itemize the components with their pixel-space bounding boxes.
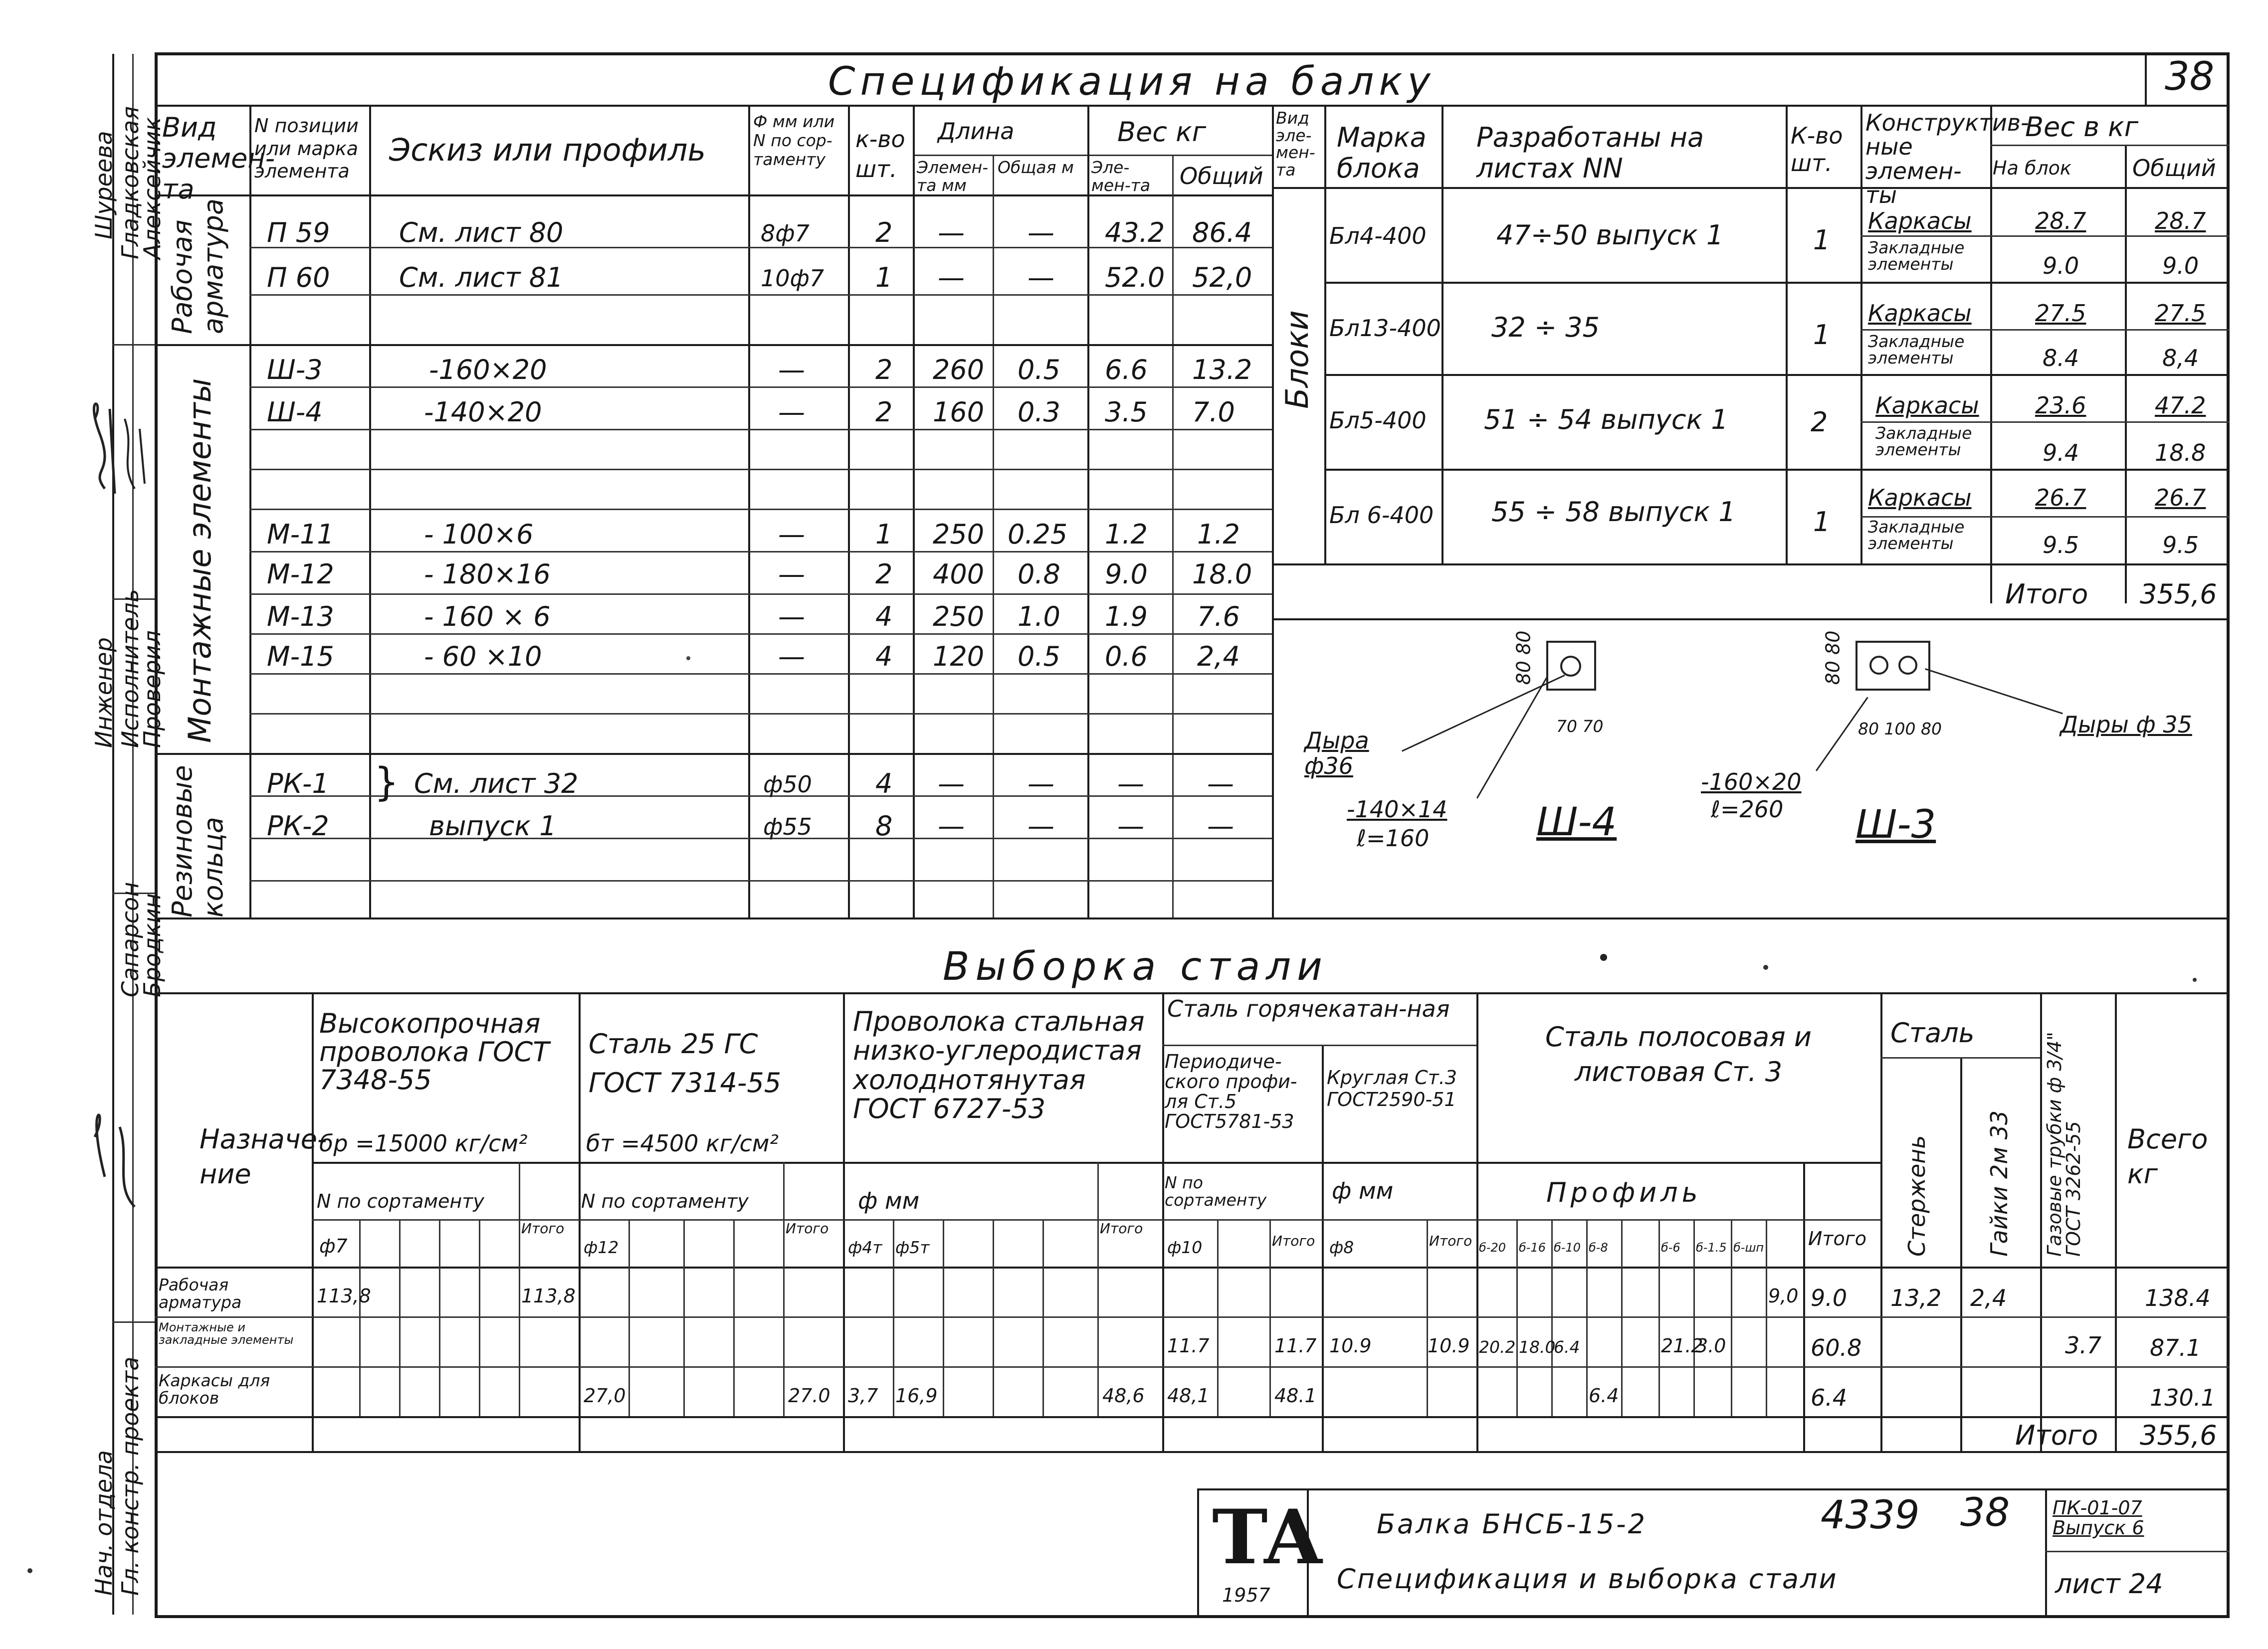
steel-title: Выборка стали <box>943 944 1328 989</box>
spec-qty: 8 <box>875 810 893 842</box>
steel-size: б-8 <box>1589 1241 1608 1255</box>
blocks-header-mark: Марка блока <box>1337 122 1427 184</box>
spec-sketch: См. лист 80 <box>399 217 564 248</box>
spec-dia: — <box>778 641 805 672</box>
spec-sketch: См. лист 81 <box>399 262 564 293</box>
steel-itogo-header: Итого <box>521 1220 565 1237</box>
spec-qty: 1 <box>875 262 893 293</box>
spec-dia: 10ф7 <box>761 265 825 292</box>
block-mark: Бл5-400 <box>1329 407 1427 434</box>
block-sheets: 47÷50 выпуск 1 <box>1496 219 1724 251</box>
steel-cell: 130.1 <box>2150 1384 2216 1411</box>
block-qty: 1 <box>1813 319 1831 351</box>
steel-cell: 6.4 <box>1589 1385 1619 1407</box>
spec-sketch: См. лист 32 <box>414 768 579 799</box>
steel-cell: 3.0 <box>1696 1335 1726 1357</box>
block-w-total: 9.5 <box>2162 532 2199 558</box>
spec-w-total: 13.2 <box>1192 354 1252 385</box>
sh3-label: Ш-3 <box>1856 802 1936 847</box>
steel-group-header: Сталь полосовая и листовая Ст. 3 <box>1545 1021 1812 1088</box>
blocks-header-w-block: На блок <box>1993 157 2071 179</box>
spec-w-total: 2,4 <box>1197 641 1240 672</box>
block-w-total: 9.0 <box>2162 252 2199 279</box>
block-w-block: 9.0 <box>2043 252 2079 279</box>
steel-row-label: Монтажные и закладные элементы <box>159 1320 294 1347</box>
block-w-block: 8.4 <box>2043 345 2079 371</box>
steel-cell: 2,4 <box>1970 1284 2007 1311</box>
steel-size: б-16 <box>1519 1241 1546 1255</box>
spec-w-el: 0.6 <box>1105 641 1148 672</box>
spec-header-sketch: Эскиз или профиль <box>389 132 706 168</box>
spec-len-total: 0.5 <box>1018 354 1060 385</box>
block-w-block: 28.7 <box>2035 207 2086 234</box>
steel-cell: 60.8 <box>1811 1334 1862 1361</box>
spec-len-el: 400 <box>933 558 985 590</box>
steel-cell: 10.9 <box>1428 1335 1470 1357</box>
spec-sketch: -160×20 <box>429 354 547 385</box>
block-element: Каркасы <box>1868 300 1972 327</box>
block-element: Закладные элементы <box>1875 423 1972 459</box>
block-element: Каркасы <box>1875 392 1979 419</box>
block-element: Закладные элементы <box>1868 517 1965 553</box>
steel-cell: 6.4 <box>1811 1384 1848 1411</box>
spec-len-el: 250 <box>933 601 985 632</box>
block-w-block: 23.6 <box>2035 392 2086 419</box>
blocks-total-label: Итого <box>2005 578 2088 610</box>
steel-size: ф10 <box>1167 1238 1203 1257</box>
block-w-total: 28.7 <box>2155 207 2206 234</box>
spec-w-el: 1.9 <box>1105 601 1148 632</box>
block-mark: Бл4-400 <box>1329 222 1427 249</box>
spec-len-el: — <box>938 262 965 293</box>
spec-header-type: Вид элемен-та <box>162 112 275 205</box>
block-mark: Бл 6-400 <box>1329 502 1434 529</box>
blocks-header-qty: К-во шт. <box>1791 122 1843 177</box>
block-qty: 2 <box>1811 406 1828 438</box>
spec-len-el: — <box>938 217 965 248</box>
steel-cell: 18.0 <box>1519 1337 1556 1357</box>
spec-dia: — <box>778 558 805 590</box>
spec-w-el: 1.2 <box>1105 519 1148 550</box>
spec-pos: Ш-3 <box>267 354 323 385</box>
block-element: Закладные элементы <box>1868 332 1965 367</box>
steel-rod-header: Стержень <box>1903 1135 1930 1257</box>
steel-cell: 3,7 <box>848 1385 878 1407</box>
steel-cell: 27,0 <box>584 1385 626 1407</box>
spec-len-el: 260 <box>933 354 985 385</box>
blocks-header-weight: Вес в кг <box>2025 111 2139 143</box>
spec-qty: 1 <box>875 519 893 550</box>
spec-len-total: 0.25 <box>1008 519 1068 550</box>
steel-total-label: Итого <box>2015 1420 2098 1451</box>
spec-dia: — <box>778 601 805 632</box>
steel-size: ф7 <box>319 1235 348 1257</box>
sh4-label: Ш-4 <box>1536 800 1617 845</box>
block-w-total: 26.7 <box>2155 484 2206 511</box>
spec-header-w-el: Эле-мен-та <box>1091 158 1151 195</box>
spec-dia: ф50 <box>763 771 812 798</box>
steel-cell: 113,8 <box>317 1285 371 1307</box>
steel-cell: 113,8 <box>521 1285 576 1307</box>
title-name-2: Спецификация и выборка стали <box>1337 1563 1838 1595</box>
steel-cell: 9,0 <box>1768 1285 1799 1307</box>
spec-len-el: 250 <box>933 519 985 550</box>
steel-size: ф5т <box>895 1238 930 1257</box>
block-w-total: 27.5 <box>2155 300 2206 327</box>
steel-cell: 11.7 <box>1167 1335 1210 1357</box>
steel-size: б-10 <box>1554 1241 1581 1255</box>
title-sheet: лист 24 <box>2055 1568 2163 1600</box>
spec-w-total: 52,0 <box>1192 262 1252 293</box>
steel-cell: 27.0 <box>788 1385 830 1407</box>
block-element: Каркасы <box>1868 484 1972 511</box>
spec-pos: М-12 <box>267 558 334 590</box>
stamp-name: Сапарсон <box>117 882 144 997</box>
stamp-role: Гл. констр. проекта <box>117 1356 144 1596</box>
title-name-1: Балка БНСБ-15-2 <box>1377 1508 1647 1540</box>
steel-row-label: Каркасы для блоков <box>159 1371 270 1408</box>
stamp-role: Инженер <box>90 637 117 748</box>
steel-cell: 20.2 <box>1479 1337 1516 1357</box>
steel-size: б-1.5 <box>1696 1241 1727 1255</box>
spec-qty: 2 <box>875 396 893 428</box>
steel-cell: 87.1 <box>2150 1334 2201 1361</box>
spec-dia: — <box>778 354 805 385</box>
block-qty: 1 <box>1813 506 1831 538</box>
steel-cell: 10.9 <box>1329 1335 1372 1357</box>
steel-cell: 21.2 <box>1661 1335 1703 1357</box>
steel-cell: 9.0 <box>1811 1284 1848 1311</box>
spec-header-weight: Вес кг <box>1117 116 1207 148</box>
spec-qty: 2 <box>875 354 893 385</box>
spec-qty: 4 <box>875 601 893 632</box>
spec-len-total: — <box>1028 768 1054 799</box>
steel-group-header: Сталь горячекатан-ная <box>1167 995 1450 1022</box>
sh4-dims-vertical: 80 80 <box>1512 630 1535 685</box>
spec-header-qty: к-во шт. <box>855 126 905 183</box>
block-sheets: 55 ÷ 58 выпуск 1 <box>1491 496 1736 528</box>
spec-w-el: 3.5 <box>1105 396 1148 428</box>
title-doc-no: 4339 <box>1821 1493 1920 1538</box>
spec-len-el: — <box>938 768 965 799</box>
spec-len-total: 0.8 <box>1018 558 1060 590</box>
spec-w-el: 6.6 <box>1105 354 1148 385</box>
spec-w-el: — <box>1117 810 1144 842</box>
steel-size: б-6 <box>1661 1241 1680 1255</box>
spec-w-total: 7.6 <box>1197 601 1240 632</box>
steel-purpose-header: Назначе-ние <box>200 1123 327 1190</box>
steel-group-header: Высокопрочная проволока ГОСТ 7348-55 <box>319 1008 550 1096</box>
sh4-dims-horizontal: 70 70 <box>1556 717 1604 736</box>
sh3-holes-label: Дыры ф 35 <box>2060 711 2192 738</box>
steel-group-header: Сталь 25 ГС ГОСТ 7314-55 <box>589 1028 782 1099</box>
spec-header-len-el: Элемен-та мм <box>917 158 989 195</box>
blocks-header-elements: Конструктив-ные элемен-ты <box>1865 109 2029 208</box>
spec-qty: 4 <box>875 641 893 672</box>
block-sheets: 32 ÷ 35 <box>1491 312 1600 343</box>
steel-by-assortment: N по сортаменту <box>317 1190 484 1212</box>
block-element: Каркасы <box>1868 207 1972 234</box>
spec-w-el: 9.0 <box>1105 558 1148 590</box>
spec-len-total: 0.3 <box>1018 396 1060 428</box>
spec-sketch: -140×20 <box>424 396 542 428</box>
title-year: 1957 <box>1222 1584 1270 1606</box>
steel-cell: 48.1 <box>1274 1385 1317 1407</box>
sh3-plate-length: ℓ=260 <box>1711 796 1784 823</box>
spec-pos: РК-1 <box>267 768 329 799</box>
spec-group-label: Резиновые кольца <box>167 765 229 917</box>
title-series: ПК-01-07 Выпуск 6 <box>2053 1497 2144 1539</box>
spec-header-dia: Ф мм или N по сор-таменту <box>753 112 835 169</box>
steel-size: б-шп <box>1733 1241 1764 1255</box>
stamp-name: Алексейчик <box>139 117 166 259</box>
sh3-dims-vertical: 80 80 <box>1822 630 1844 685</box>
brace-mark: } <box>374 760 399 805</box>
spec-group-label: Монтажные элементы <box>182 378 218 743</box>
steel-itogo-header: Итого <box>1429 1233 1472 1249</box>
spec-w-el: — <box>1117 768 1144 799</box>
spec-sketch: - 100×6 <box>424 519 534 550</box>
block-w-block: 27.5 <box>2035 300 2086 327</box>
spec-header-len-total: Общая м <box>998 158 1074 177</box>
title-doc-sheet: 38 <box>1960 1490 2010 1535</box>
spec-pos: М-11 <box>267 519 334 550</box>
block-w-total: 8,4 <box>2162 345 2199 371</box>
spec-pos: М-15 <box>267 641 334 672</box>
steel-cell: 13,2 <box>1890 1284 1942 1311</box>
steel-phi-mm: ф мм <box>1332 1177 1394 1204</box>
spec-title: Спецификация на балку <box>828 59 1436 104</box>
spec-len-el: 120 <box>933 641 985 672</box>
spec-dia: — <box>778 519 805 550</box>
steel-total-header: Всего кг <box>2127 1123 2208 1190</box>
blocks-total-value: 355,6 <box>2140 578 2217 610</box>
sh3-plate-label: -160×20 <box>1701 768 1802 795</box>
spec-len-el: 160 <box>933 396 985 428</box>
ta-logo: ТА <box>1212 1493 1319 1581</box>
sh4-plate-length: ℓ=160 <box>1357 825 1430 852</box>
spec-dia: 8ф7 <box>761 220 810 247</box>
steel-strength: бр =15000 кг/см² <box>319 1130 528 1157</box>
steel-itogo-header: Итого <box>1100 1220 1143 1237</box>
spec-dia: ф55 <box>763 813 812 840</box>
steel-size: ф8 <box>1329 1238 1354 1257</box>
steel-profile: Профиль <box>1546 1177 1702 1208</box>
block-qty: 1 <box>1813 224 1831 256</box>
spec-sketch: - 60 ×10 <box>424 641 542 672</box>
spec-len-el: — <box>938 810 965 842</box>
spec-pos: РК-2 <box>267 810 329 842</box>
spec-w-total: 86.4 <box>1192 217 1252 248</box>
steel-cell: 6.4 <box>1554 1337 1580 1357</box>
sh4-plate-label: -140×14 <box>1347 796 1447 823</box>
block-sheets: 51 ÷ 54 выпуск 1 <box>1484 404 1728 435</box>
spec-w-total: 18.0 <box>1192 558 1252 590</box>
block-w-block: 9.5 <box>2043 532 2079 558</box>
spec-pos: П 59 <box>267 217 330 248</box>
spec-dia: — <box>778 396 805 428</box>
spec-group-label: Рабочая арматура <box>167 198 229 334</box>
spec-pos: Ш-4 <box>267 396 323 428</box>
block-w-total: 47.2 <box>2155 392 2206 419</box>
stamp-name: Проверил <box>139 630 166 748</box>
steel-itogo-header: Итого <box>1808 1228 1867 1250</box>
spec-w-total: — <box>1207 768 1234 799</box>
stamp-role: Нач. отдела <box>90 1450 117 1596</box>
spec-len-total: — <box>1028 262 1054 293</box>
spec-qty: 2 <box>875 558 893 590</box>
sh4-hole-label: Дыра ф36 <box>1304 727 1369 779</box>
steel-size: ф12 <box>584 1238 619 1257</box>
steel-itogo-header: Итого <box>1272 1233 1315 1249</box>
steel-total-value: 355,6 <box>2140 1420 2217 1451</box>
steel-cell: 11.7 <box>1274 1335 1317 1357</box>
steel-row-label: Рабочая арматура <box>159 1275 242 1312</box>
block-w-block: 26.7 <box>2035 484 2086 511</box>
steel-size: б-20 <box>1479 1241 1506 1255</box>
block-w-total: 18.8 <box>2155 439 2206 466</box>
block-w-block: 9.4 <box>2043 439 2079 466</box>
spec-header-length: Длина <box>938 118 1015 145</box>
steel-cell: 3.7 <box>2065 1332 2102 1359</box>
steel-group-header: Проволока стальная низко-углеродистая холоднотянутая ГОСТ 6727-53 <box>853 1006 1145 1124</box>
spec-sketch: - 180×16 <box>424 558 551 590</box>
spec-header-pos: N позиции или марка элемента <box>254 115 359 183</box>
steel-nuts-header: Гайки 2м 33 <box>1986 1110 2013 1257</box>
blocks-header-sheets: Разработаны на листах NN <box>1476 122 1704 184</box>
steel-by-assortment: N по сортаменту <box>1165 1173 1267 1210</box>
spec-len-total: 1.0 <box>1018 601 1060 632</box>
sheet-number: 38 <box>2165 54 2215 99</box>
steel-subgroup-header: Периодиче-ского профи-ля Ст.5 ГОСТ5781-53 <box>1165 1051 1297 1132</box>
block-mark: Бл13-400 <box>1329 315 1441 342</box>
spec-w-el: 43.2 <box>1105 217 1165 248</box>
spec-w-el: 52.0 <box>1105 262 1165 293</box>
spec-sketch: выпуск 1 <box>429 810 557 842</box>
steel-itogo-header: Итого <box>786 1220 829 1237</box>
stamp-name: Шуреева <box>90 131 117 239</box>
spec-w-total: 1.2 <box>1197 519 1240 550</box>
spec-qty: 2 <box>875 217 893 248</box>
steel-cell: 138.4 <box>2145 1284 2211 1311</box>
spec-w-total: 7.0 <box>1192 396 1235 428</box>
spec-len-total: 0.5 <box>1018 641 1060 672</box>
spec-len-total: — <box>1028 217 1054 248</box>
steel-by-assortment: N по сортаменту <box>581 1190 749 1212</box>
spec-header-w-total: Общий <box>1180 163 1263 189</box>
steel-cell: 48,1 <box>1167 1385 1210 1407</box>
spec-pos: М-13 <box>267 601 334 632</box>
stamp-name: Бродкин <box>139 893 166 997</box>
blocks-header-w-total: Общий <box>2132 155 2216 182</box>
steel-strength: бт =4500 кг/см² <box>586 1130 779 1157</box>
spec-w-total: — <box>1207 810 1234 842</box>
steel-subgroup-header: Круглая Ст.3 ГОСТ2590-51 <box>1327 1067 1457 1110</box>
stamp-role: Исполнитель <box>117 589 144 748</box>
steel-size: ф4т <box>848 1238 882 1257</box>
steel-group-header: Сталь <box>1890 1017 1975 1049</box>
sh3-dims-horizontal: 80 100 80 <box>1858 719 1942 738</box>
blocks-group-label: Блоки <box>1279 310 1315 409</box>
blocks-header-type: Вид эле-мен-та <box>1276 108 1315 180</box>
steel-cell: 16,9 <box>895 1385 938 1407</box>
spec-pos: П 60 <box>267 262 330 293</box>
steel-phi-mm: ф мм <box>858 1187 920 1214</box>
stamp-name: Гладковская <box>117 106 144 259</box>
spec-sketch: - 160 × 6 <box>424 601 551 632</box>
steel-cell: 48,6 <box>1102 1385 1145 1407</box>
steel-pipes-header: Газовые трубки ф 3/4" ГОСТ 3262-55 <box>2044 1032 2084 1257</box>
block-element: Закладные элементы <box>1868 238 1965 274</box>
spec-len-total: — <box>1028 810 1054 842</box>
spec-qty: 4 <box>875 768 893 799</box>
